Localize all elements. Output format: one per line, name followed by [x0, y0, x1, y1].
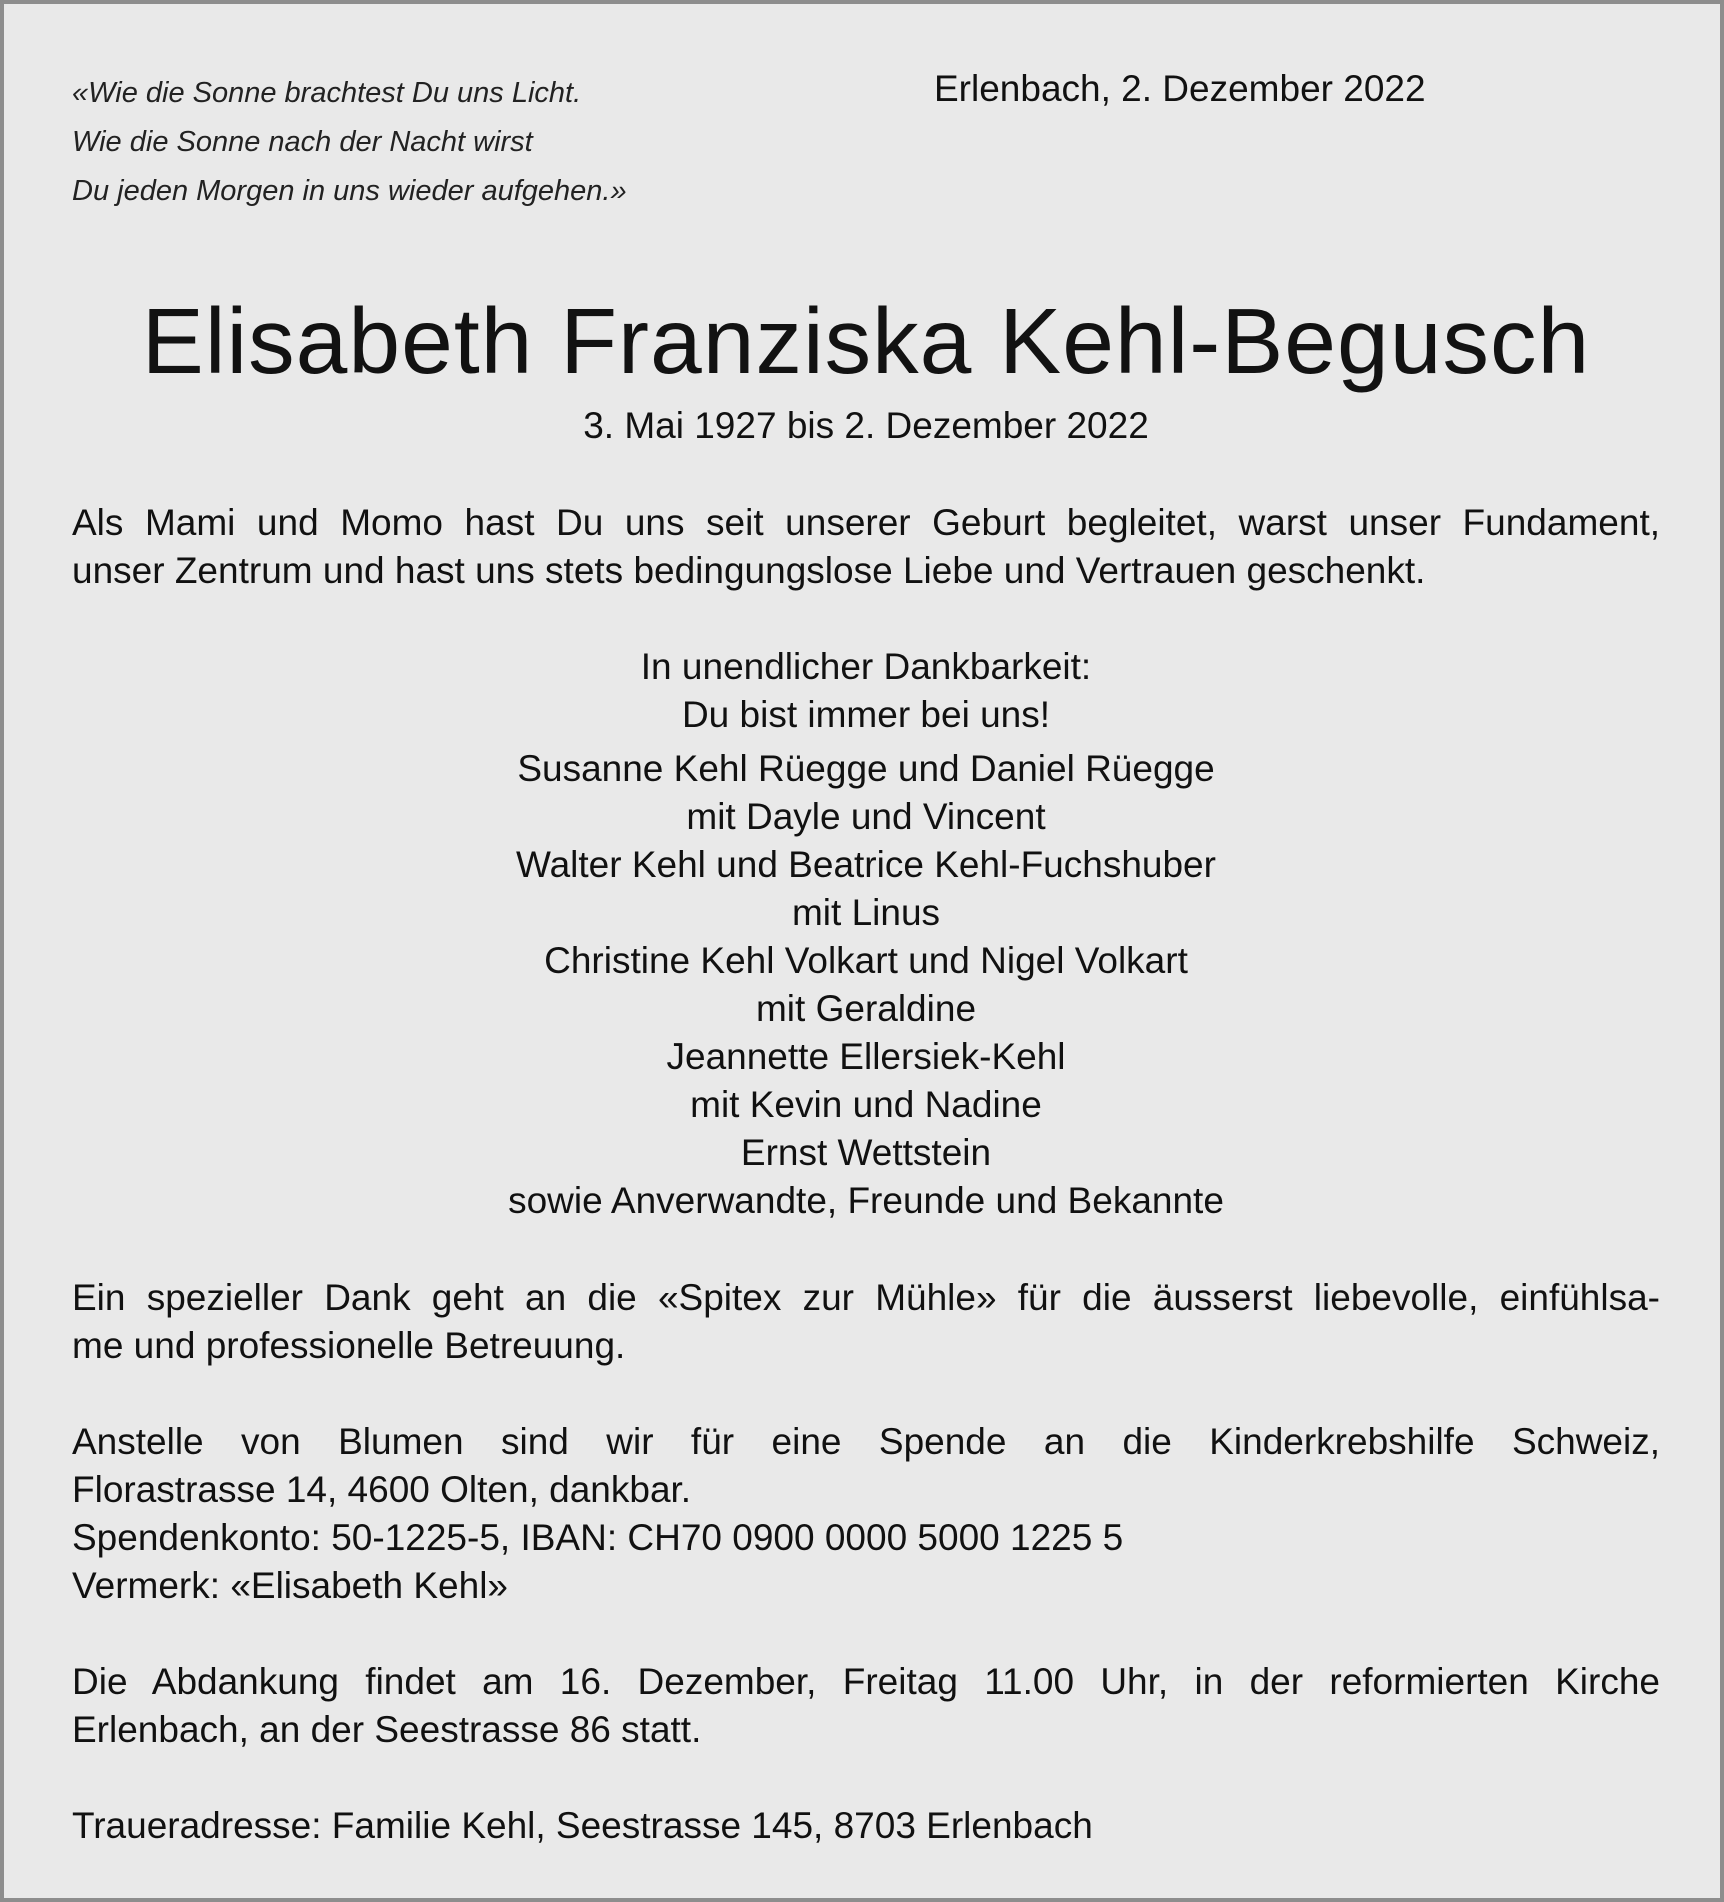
thanks-line: Du bist immer bei uns! — [681, 694, 1051, 735]
special-thanks-line: Ein spezieller Dank geht an die «Spitex zur Mühle» für die äusserst liebevolle, einfühlsa- — [72, 1277, 1660, 1318]
service-line: Erlenbach, an der Seestrasse 86 statt. — [72, 1709, 702, 1750]
life-dates: 3. Mai 1927 bis 2. Dezember 2022 — [583, 405, 1149, 446]
family-line: Christine Kehl Volkart und Nigel Volkart — [544, 940, 1188, 981]
family-line: Susanne Kehl Rüegge und Daniel Rüegge — [517, 748, 1215, 789]
family-list — [72, 745, 1660, 1225]
place-date: Erlenbach, 2. Dezember 2022 — [934, 68, 1426, 109]
donation-note-line: Vermerk: «Elisabeth Kehl» — [72, 1565, 509, 1606]
special-thanks-paragraph — [72, 1274, 1660, 1370]
donation-line: Florastrasse 14, 4600 Olten, dankbar. — [72, 1469, 692, 1510]
family-line: sowie Anverwandte, Freunde und Bekannte — [508, 1180, 1224, 1221]
special-thanks-line: me und professionelle Betreuung. — [72, 1325, 626, 1366]
motto-line: Du jeden Morgen in uns wieder aufgehen.» — [72, 175, 627, 207]
mourning-address-line: Traueradresse: Familie Kehl, Seestrasse 145, 8703 Erlenbach — [72, 1805, 1093, 1846]
deceased-name: Elisabeth Franziska Kehl-Begusch — [141, 289, 1591, 393]
donation-line: Anstelle von Blumen sind wir für eine Spende an die Kinderkrebshilfe Schweiz, — [72, 1421, 1660, 1462]
family-line: Walter Kehl und Beatrice Kehl-Fuchshuber — [516, 844, 1216, 885]
family-line: mit Dayle und Vincent — [686, 796, 1046, 837]
intro-line: unser Zentrum und hast uns stets bedingungslose Liebe und Vertrauen geschenkt. — [72, 550, 1426, 591]
motto-quote — [72, 69, 752, 216]
thanks-heading — [72, 643, 1660, 739]
mourning-address — [72, 1802, 1660, 1850]
family-line: mit Kevin und Nadine — [690, 1084, 1042, 1125]
service-paragraph — [72, 1658, 1660, 1754]
intro-line: Als Mami und Momo hast Du uns seit unserer Geburt begleitet, warst unser Fundament, — [72, 502, 1660, 543]
service-line: Die Abdankung findet am 16. Dezember, Freitag 11.00 Uhr, in der reformierten Kirche — [72, 1661, 1660, 1702]
donation-account-line: Spendenkonto: 50-1225-5, IBAN: CH70 0900 0000 5000 1225 5 — [72, 1517, 1124, 1558]
family-line: Ernst Wettstein — [740, 1132, 992, 1173]
motto-line: «Wie die Sonne brachtest Du uns Licht. — [72, 77, 582, 109]
family-line: Jeannette Ellersiek-Kehl — [666, 1036, 1066, 1077]
donation-paragraph — [72, 1418, 1660, 1610]
motto-line: Wie die Sonne nach der Nacht wirst — [72, 126, 533, 158]
thanks-line: In unendlicher Dankbarkeit: — [640, 646, 1092, 687]
intro-paragraph — [72, 499, 1660, 595]
family-line: mit Geraldine — [755, 988, 977, 1029]
family-line: mit Linus — [791, 892, 941, 933]
